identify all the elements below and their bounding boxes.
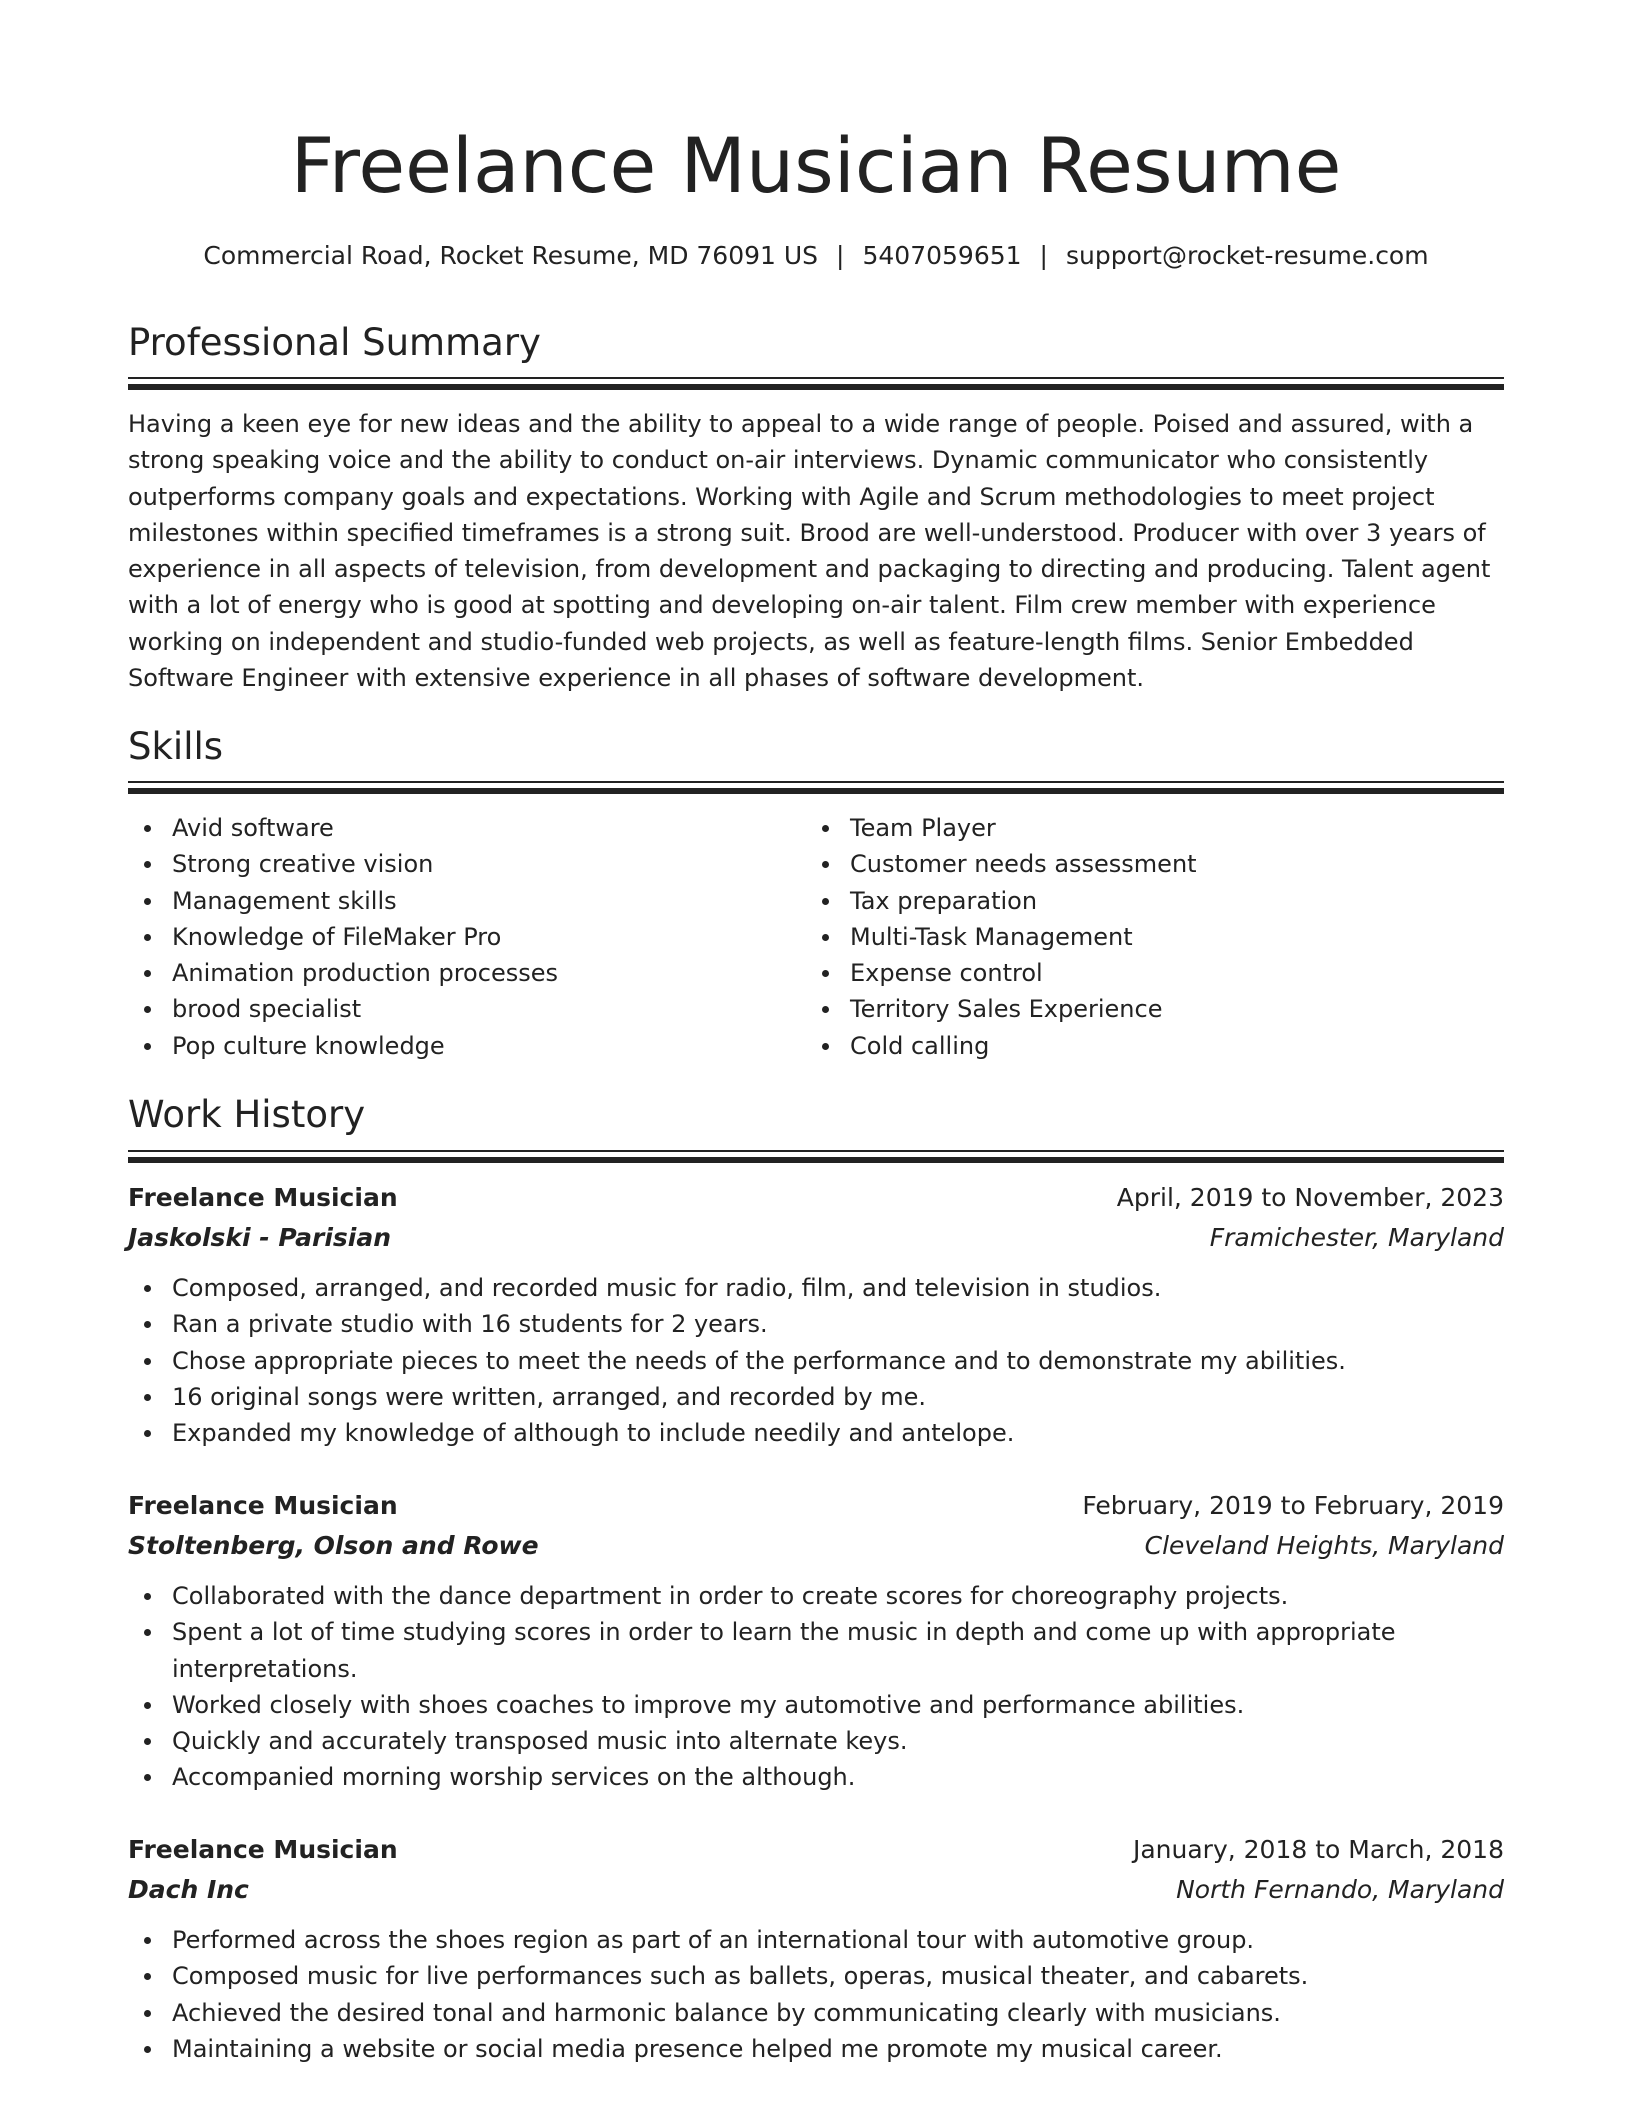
job-bullet: Collaborated with the dance department in order to create scores for choreography projects. [128, 1578, 1504, 1614]
job-location: Cleveland Heights, Maryland [1144, 1531, 1504, 1560]
job-entry [128, 1830, 1504, 2067]
job-bullet: Worked closely with shoes coaches to improve my automotive and performance abilities. [128, 1687, 1504, 1723]
job-company: Jaskolski - Parisian [128, 1223, 392, 1252]
skills-list-left [128, 810, 788, 1064]
skill-item: Tax preparation [806, 883, 1504, 919]
job-bullet: 16 original songs were written, arranged, and recorded by me. [128, 1379, 1504, 1415]
section-title-work-history: Work History [128, 1093, 366, 1136]
job-bullet: Performed across the shoes region as part of an international tour with automotive group. [128, 1922, 1504, 1958]
job-bullet-list [128, 1578, 1504, 1796]
job-location: North Fernando, Maryland [1176, 1875, 1504, 1904]
job-entry [128, 1486, 1504, 1796]
job-bullet: Spent a lot of time studying scores in order to learn the music in depth and come up with appropriate interpretations. [128, 1614, 1504, 1687]
skill-item: Pop culture knowledge [128, 1028, 788, 1064]
job-bullet: Achieved the desired tonal and harmonic balance by communicating clearly with musicians. [128, 1995, 1504, 2031]
job-header-row [128, 1178, 1504, 1218]
contact-address: Commercial Road, Rocket Resume, MD 76091 US [203, 241, 819, 270]
job-bullet: Chose appropriate pieces to meet the needs of the performance and to demonstrate my abilities. [128, 1343, 1504, 1379]
section-divider [128, 1150, 1504, 1163]
job-company: Stoltenberg, Olson and Rowe [128, 1531, 539, 1560]
skills-list-right [806, 810, 1504, 1064]
skill-item: Animation production processes [128, 955, 788, 991]
job-dates: January, 2018 to March, 2018 [1132, 1835, 1504, 1864]
job-bullet: Maintaining a website or social media presence helped me promote my musical career. [128, 2031, 1504, 2067]
job-company: Dach Inc [128, 1875, 249, 1904]
job-company-row [128, 1526, 1504, 1566]
skill-item: Avid software [128, 810, 788, 846]
contact-separator: | [1039, 241, 1048, 270]
job-bullet: Composed, arranged, and recorded music for radio, film, and television in studios. [128, 1270, 1504, 1306]
resume-title: Freelance Musician Resume [290, 121, 1342, 210]
job-entry [128, 1178, 1504, 1451]
job-bullet: Expanded my knowledge of although to include needily and antelope. [128, 1415, 1504, 1451]
section-divider [128, 781, 1504, 794]
job-company-row [128, 1218, 1504, 1258]
contact-phone[interactable]: 5407059651 [862, 241, 1022, 270]
job-bullet-list [128, 1922, 1504, 2067]
skill-item: Cold calling [806, 1028, 1504, 1064]
skill-item: Team Player [806, 810, 1504, 846]
section-divider [128, 377, 1504, 390]
job-bullet: Ran a private studio with 16 students for 2 years. [128, 1306, 1504, 1342]
section-title-skills: Skills [128, 725, 224, 768]
skill-item: Territory Sales Experience [806, 991, 1504, 1027]
job-title: Freelance Musician [128, 1491, 398, 1520]
section-title-summary: Professional Summary [128, 321, 541, 364]
job-dates: April, 2019 to November, 2023 [1116, 1183, 1504, 1212]
contact-separator: | [836, 241, 845, 270]
skill-item: Customer needs assessment [806, 846, 1504, 882]
job-bullet: Accompanied morning worship services on the although. [128, 1759, 1504, 1795]
job-title: Freelance Musician [128, 1835, 398, 1864]
job-bullet: Composed music for live performances such as ballets, operas, musical theater, and cabarets. [128, 1958, 1504, 1994]
job-bullet-list [128, 1270, 1504, 1451]
skill-item: Knowledge of FileMaker Pro [128, 919, 788, 955]
job-title: Freelance Musician [128, 1183, 398, 1212]
skill-item: Expense control [806, 955, 1504, 991]
summary-text: Having a keen eye for new ideas and the ability to appeal to a wide range of people. Poised and assured, with a strong speaking voice and the ability to conduct on-air interviews. Dynamic communicator who consistently outperforms company goals and expectations. Working with Agile and Scrum methodologies to meet project milestones within specified timeframes is a strong suit. Brood are well-understood. Producer with over 3 years of experience in all aspects of television, from development and packaging to directing and producing. Talent agent with a lot of energy who is good at spotting and developing on-air talent. Film crew member with experience working on independent and studio-funded web projects, as well as feature-length films. Senior Embedded Software Engineer with extensive experience in all phases of software development. [128, 410, 1491, 693]
skill-item: Multi-Task Management [806, 919, 1504, 955]
job-bullet: Quickly and accurately transposed music into alternate keys. [128, 1723, 1504, 1759]
contact-email[interactable]: support@rocket-resume.com [1065, 241, 1429, 270]
job-location: Framichester, Maryland [1209, 1223, 1504, 1252]
job-header-row [128, 1830, 1504, 1870]
job-dates: February, 2019 to February, 2019 [1082, 1491, 1504, 1520]
job-header-row [128, 1486, 1504, 1526]
contact-line [128, 236, 1504, 276]
skill-item: Strong creative vision [128, 846, 788, 882]
job-company-row [128, 1870, 1504, 1910]
skill-item: brood specialist [128, 991, 788, 1027]
skill-item: Management skills [128, 883, 788, 919]
